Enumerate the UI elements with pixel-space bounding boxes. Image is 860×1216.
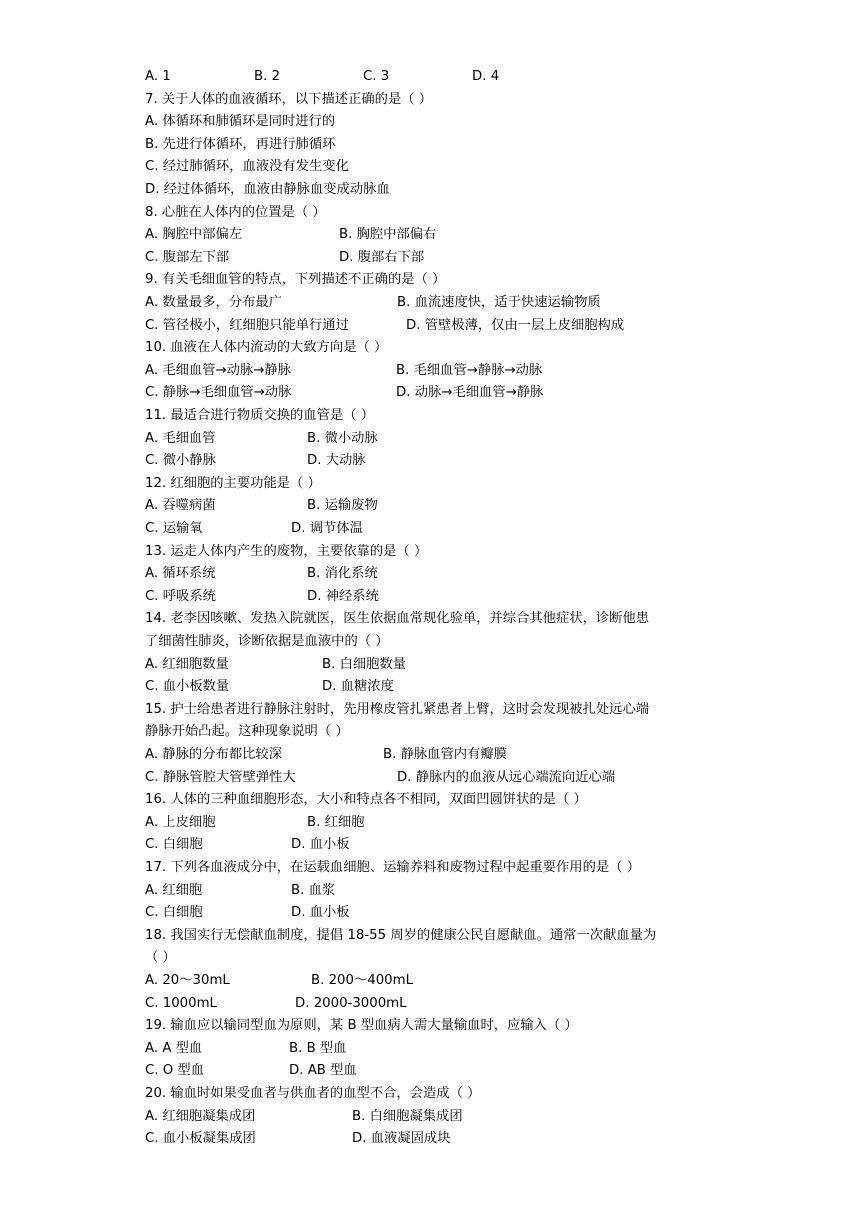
text-line xyxy=(0,223,860,246)
text-line xyxy=(0,992,860,1015)
option-text: C. 微小静脉 xyxy=(145,453,216,469)
option-text: B. 运输废物 xyxy=(307,498,378,514)
text-line xyxy=(0,133,860,156)
option-text: C. 静脉→毛细血管→动脉 xyxy=(145,385,292,401)
option-text: D. 大动脉 xyxy=(307,453,366,469)
text-line xyxy=(0,946,860,969)
option-text: D. 血液凝固成块 xyxy=(352,1131,451,1147)
line-text: 7. 关于人体的血液循环，以下描述正确的是（ ） xyxy=(145,91,433,107)
text-line xyxy=(0,924,860,947)
option-text: B. 静脉血管内有瓣膜 xyxy=(383,747,507,762)
option-text: C. 白细胞 xyxy=(145,837,203,853)
text-line xyxy=(0,540,860,563)
option-text: B. 2 xyxy=(254,69,281,84)
line-text: D. 经过体循环，血液由静脉血变成动脉血 xyxy=(145,182,390,197)
line-text: C. 经过肺循环，血液没有发生变化 xyxy=(145,159,349,175)
line-text: 13. 运走人体内产生的废物，主要依靠的是（ ） xyxy=(145,543,428,559)
option-text: B. 红细胞 xyxy=(307,814,365,830)
option-text: C. 3 xyxy=(363,69,390,84)
text-line xyxy=(0,675,860,698)
option-text: D. 血小板 xyxy=(291,837,350,853)
text-line xyxy=(0,427,860,450)
text-line xyxy=(0,201,860,224)
option-text: A. A 型血 xyxy=(145,1040,203,1056)
line-text: 20. 输血时如果受血者与供血者的血型不合，会造成（ ） xyxy=(145,1086,481,1101)
line-text: 11. 最适合进行物质交换的血管是（ ） xyxy=(145,408,375,423)
text-line xyxy=(0,1127,860,1150)
option-text: C. 1000mL xyxy=(145,995,217,1011)
text-line xyxy=(0,178,860,201)
text-line xyxy=(0,246,860,269)
line-text: （ ） xyxy=(145,950,176,966)
option-text: B. 毛细血管→静脉→动脉 xyxy=(396,362,543,378)
text-line xyxy=(0,562,860,585)
text-line xyxy=(0,291,860,314)
option-text: D. 管壁极薄，仅由一层上皮细胞构成 xyxy=(406,317,625,333)
option-text: C. O 型血 xyxy=(145,1063,205,1079)
text-line xyxy=(0,1014,860,1037)
text-line xyxy=(0,856,860,879)
line-text: 15. 护士给患者进行静脉注射时，先用橡皮管扎紧患者上臂，这时会发现被扎处远心端 xyxy=(145,701,650,717)
option-text: C. 呼吸系统 xyxy=(145,588,216,604)
line-text: 16. 人体的三种血细胞形态，大小和特点各不相同，双面凹圆饼状的是（ ） xyxy=(145,792,587,808)
text-line xyxy=(0,1037,860,1060)
option-text: D. 动脉→毛细血管→静脉 xyxy=(396,385,544,401)
text-line xyxy=(0,766,860,789)
text-line xyxy=(0,833,860,856)
text-line xyxy=(0,88,860,111)
text-line xyxy=(0,743,860,766)
option-text: A. 循环系统 xyxy=(145,566,216,582)
option-text: A. 数量最多，分布最广 xyxy=(145,295,282,310)
option-text: D. AB 型血 xyxy=(289,1063,357,1079)
option-text: C. 静脉管腔大管壁弹性大 xyxy=(145,769,296,785)
text-line xyxy=(0,472,860,495)
text-line xyxy=(0,901,860,924)
line-text: B. 先进行体循环，再进行肺循环 xyxy=(145,136,336,152)
text-line xyxy=(0,720,860,743)
line-text: 9. 有关毛细血管的特点，下列描述不正确的是（ ） xyxy=(145,272,446,288)
option-text: A. 1 xyxy=(145,69,171,84)
option-text: B. 微小动脉 xyxy=(307,430,378,446)
option-text: A. 吞噬病菌 xyxy=(145,498,216,514)
option-text: A. 胸腔中部偏左 xyxy=(145,227,243,243)
text-line xyxy=(0,653,860,676)
option-text: D. 神经系统 xyxy=(307,588,379,604)
option-text: A. 毛细血管→动脉→静脉 xyxy=(145,362,291,378)
option-text: C. 白细胞 xyxy=(145,905,203,921)
text-line xyxy=(0,969,860,992)
text-line xyxy=(0,381,860,404)
option-text: B. 血流速度快，适于快速运输物质 xyxy=(397,295,601,310)
text-line xyxy=(0,155,860,178)
text-line xyxy=(0,359,860,382)
line-text: 18. 我国实行无偿献血制度，提倡 18-55 周岁的健康公民自愿献血。通常一次献血量为 xyxy=(145,927,657,943)
option-text: D. 调节体温 xyxy=(291,521,363,536)
text-line xyxy=(0,404,860,427)
text-line xyxy=(0,630,860,653)
text-line xyxy=(0,607,860,630)
text-line xyxy=(0,110,860,133)
line-text: 14. 老李因咳嗽、发热入院就医，医生依据血常规化验单，并综合其他症状，诊断他患 xyxy=(145,611,650,627)
option-text: A. 毛细血管 xyxy=(145,430,216,446)
line-text: 8. 心脏在人体内的位置是（ ） xyxy=(145,204,326,220)
line-text: 19. 输血应以输同型血为原则，某 B 型血病人需大量输血时，应输入（ ） xyxy=(145,1018,578,1034)
option-text: B. 200～400mL xyxy=(311,973,413,988)
text-line xyxy=(0,811,860,834)
text-line xyxy=(0,517,860,540)
option-text: A. 上皮细胞 xyxy=(145,814,216,830)
line-text: 17. 下列各血液成分中，在运载血细胞、运输养料和废物过程中起重要作用的是（ ） xyxy=(145,860,640,875)
option-text: B. 消化系统 xyxy=(307,566,378,582)
line-text: 了细菌性肺炎，诊断依据是血液中的（ ） xyxy=(145,634,389,649)
text-line xyxy=(0,268,860,291)
option-text: D. 2000-3000mL xyxy=(295,995,407,1011)
line-text: 静脉开始凸起。这种现象说明（ ） xyxy=(145,724,349,740)
text-line xyxy=(0,1059,860,1082)
option-text: D. 4 xyxy=(472,69,500,84)
option-text: B. 白细胞数量 xyxy=(322,656,407,672)
text-line xyxy=(0,698,860,721)
line-text: 12. 红细胞的主要功能是（ ） xyxy=(145,475,321,491)
option-text: C. 血小板凝集成团 xyxy=(145,1131,256,1147)
option-text: D. 腹部右下部 xyxy=(339,249,425,265)
line-text: 10. 血液在人体内流动的大致方向是（ ） xyxy=(145,340,388,356)
option-text: C. 管径极小，红细胞只能单行通过 xyxy=(145,317,349,333)
text-line xyxy=(0,449,860,472)
text-line xyxy=(0,879,860,902)
option-text: B. 白细胞凝集成团 xyxy=(352,1108,463,1124)
option-text: C. 血小板数量 xyxy=(145,679,230,695)
text-line xyxy=(0,788,860,811)
text-line xyxy=(0,1105,860,1128)
option-text: D. 血小板 xyxy=(291,905,350,921)
option-text: A. 红细胞凝集成团 xyxy=(145,1108,256,1124)
text-line xyxy=(0,336,860,359)
option-text: A. 20～30mL xyxy=(145,973,230,988)
text-line xyxy=(0,585,860,608)
text-line xyxy=(0,65,860,88)
option-text: B. 胸腔中部偏右 xyxy=(339,227,437,243)
line-text: A. 体循环和肺循环是同时进行的 xyxy=(145,114,336,130)
text-line xyxy=(0,1082,860,1105)
option-text: C. 腹部左下部 xyxy=(145,249,230,265)
option-text: A. 静脉的分布都比较深 xyxy=(145,747,282,762)
option-text: B. 血浆 xyxy=(291,882,336,898)
option-text: A. 红细胞 xyxy=(145,882,203,898)
text-line xyxy=(0,314,860,337)
option-text: D. 血糖浓度 xyxy=(322,679,394,695)
option-text: B. B 型血 xyxy=(289,1040,347,1056)
text-line xyxy=(0,494,860,517)
option-text: A. 红细胞数量 xyxy=(145,656,229,672)
option-text: D. 静脉内的血液从远心端流向近心端 xyxy=(397,769,616,785)
option-text: C. 运输氧 xyxy=(145,521,203,536)
